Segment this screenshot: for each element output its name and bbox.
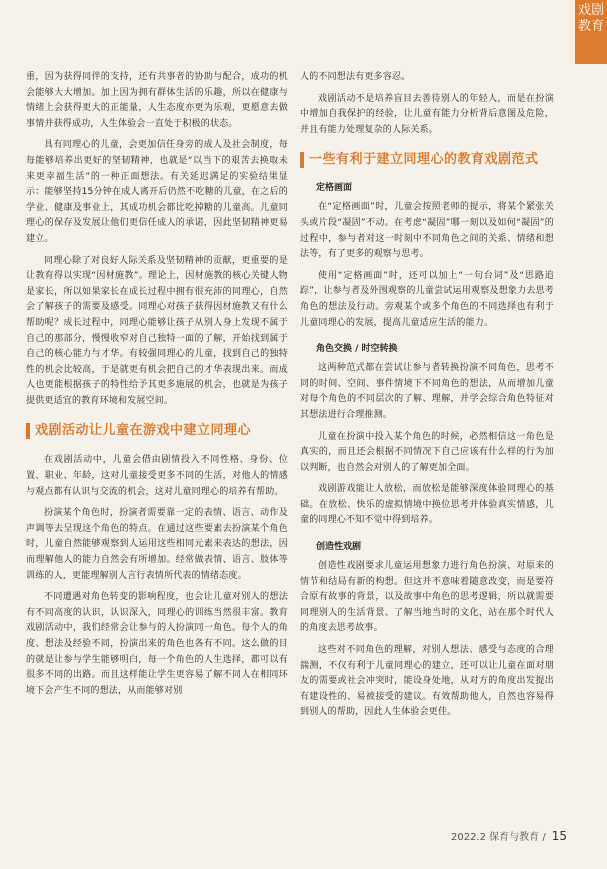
section-tab-line2: 教育 bbox=[577, 19, 604, 34]
paragraph: 在戏剧活动中，儿童会借由剧情投入不同性格、身份、位置、职业、年龄，这对儿童接受更多不同的生活，对他人的情感与观点都有认识与交流的机会，这对儿童同理心的培养有帮助。 bbox=[26, 455, 288, 497]
paragraph: 扮演某个角色时，扮演者需要靠一定的表情、语言、动作及声调等去呈现这个角色的特点。在通过这些要素去扮演某个角色时，儿童自然能够观察到人运用这些相同元素来表达的想法，因而理解他人的能力自然会有所增加。经常做表情、语言、肢体等训练的人，更能理解别人言行表情所代表的情绪态度。 bbox=[26, 508, 288, 581]
paragraph: 同理心除了对良好人际关系及坚韧精神的贡献，更重要的是让教育得以实现“因材施教”。理论上，因材施教的核心关键人物是家长，所以如果家长在成长过程中拥有很充沛的同理心，自然会了解孩子的需要及感受。同理心对孩子获得因材施教又有什么帮助呢？成长过程中，同理心能够让孩子从别人身上发现不属于自己的那部分，慢慢收窄对自己独特一面的了解，开始找到属于自己的核心能力与才华。有较强同理心的儿童，找到自己的独特性的机会比较高，于是就更有机会把自己的才华表现出来。而成人也更能根据孩子的特性给予其更多施展的机会，也就是为孩子提供更适宜的教育环境和发展空间。 bbox=[26, 255, 288, 406]
section-tab bbox=[575, 0, 607, 64]
left-column bbox=[26, 70, 288, 705]
section-heading: 戏剧活动让儿童在游戏中建立同理心 bbox=[26, 423, 288, 439]
paragraph: 使用“定格画面”时，还可以加上“一句台词”及“思路追踪”，让参与者及外围观察的儿童尝试运用观察及想象力去思考角色的想法及行动。旁观某个或多个角色的不同选择也有利于儿童同理心的发展，提高儿童适应生活的能力。 bbox=[300, 270, 554, 328]
page-number: 15 bbox=[551, 829, 567, 843]
subheading: 角色交换 / 时空转换 bbox=[316, 344, 398, 355]
paragraph: 戏剧游戏能让人放松，而放松是能够深度体验同理心的基础。在放松、快乐的虚拟情境中换位思考并体验真实情感，儿童的同理心不知不觉中得到培养。 bbox=[300, 484, 554, 526]
paragraph: 儿童在扮演中投入某个角色的时候，必然相信这一角色是真实的，而且还会根据不同情况下自己应该有什么样的行为加以判断，也自然会对别人的了解更加全面。 bbox=[300, 431, 554, 473]
paragraph: 在“定格画面”时，儿童会按照老师的提示，将某个紧张关头或片段“凝固”不动。在考虑“凝固”哪一刻以及如何“凝固”的过程中，参与者对这一时刻中不同角色之间的关系、情绪和想法等，有了更多的观察与思考。 bbox=[300, 202, 554, 260]
subheading: 创造性戏剧 bbox=[316, 542, 362, 553]
subheading: 定格画面 bbox=[316, 183, 353, 194]
paragraph: 创造性戏剧要求儿童运用想象力进行角色扮演、对原来的情节和结局有新的构想。但这并不意味着随意改变，而是要符合原有故事的背景，以及故事中角色的思考逻辑，所以就需要同理别人的生活背景、了解当地当时的文化，站在那个时代人的角度去思考故事。 bbox=[300, 561, 554, 634]
paragraph: 不同遭遇对角色转变的影响程度，也会让儿童对别人的想法有不同高度的认识，认识深入，同理心的训练当然很丰富。教育戏剧活动中，我们经常会让参与的人扮演同一角色。每个人的角度、想法及经验不同，扮演出来的角色也各有不同。这么做的目的就是让参与学生能够明白，每一个角色的人生选择，都可以有很多不同的出路。而且这样能让学生更容易了解不同人在相同环境下会产生不同的想法，从而能够对别 bbox=[26, 592, 288, 696]
issue-label: 2022.2 保育与教育 / bbox=[451, 832, 546, 843]
paragraph: 人的不同想法有更多容忍。 bbox=[300, 72, 411, 82]
paragraph: 戏剧活动不是培养盲目去善待别人的年轻人，而是在扮演中增加自我保护的经验，让儿童有能力分析背后意图及危险，并且有能力处理复杂的人际关系。 bbox=[300, 93, 554, 135]
paragraph: 这两种范式都在尝试让参与者转换扮演不同角色，思考不同的时间、空间、事件情境下不同角色的想法，从而增加儿童对每个角色的不同层次的了解、理解，并学会综合角色特征对其想法进行合理推测。 bbox=[300, 363, 554, 420]
section-heading: 一些有利于建立同理心的教育戏剧范式 bbox=[300, 152, 554, 168]
paragraph: 重，因为获得同伴的支持，还有共事者的协助与配合，成功的机会能够大大增加。加上因为拥有群体生活的乐趣，所以在健康与情绪上会获得更大的正能量，人生态度亦更为乐观，更愿意去做事情并获得成功，人生体验会一直处于积极的状态。 bbox=[26, 72, 288, 129]
paragraph: 这些对不同角色的理解，对别人想法、感受与态度的合理揣测，不仅有利于儿童同理心的建立，还可以让儿童在面对朋友的需要或社会冲突时，能设身处地，从对方的角度出发提出有建设性的、易被接受的建议。有效帮助他人，自然也容易得到别人的帮助，因此人生体验会更佳。 bbox=[300, 645, 554, 718]
right-column bbox=[300, 70, 554, 727]
paragraph: 具有同理心的儿童，会更加信任身旁的成人及社会制度，每每能够培养出更好的坚韧精神，也就是“以当下的艰苦去换取未来更幸福生活”的一种正面想法。有关延迟满足的实验结果显示：能够坚持15分钟在成人离开后仍然不吃糖的儿童，在之后的学业、健康及事业上，其成功机会都比吃掉糖的儿童高。儿童同理心的保存及发展让他们更信任成人的承诺，因此坚韧精神更易建立。 bbox=[26, 140, 288, 244]
page-footer bbox=[451, 828, 567, 843]
section-tab-line1: 戏剧 bbox=[577, 3, 604, 18]
